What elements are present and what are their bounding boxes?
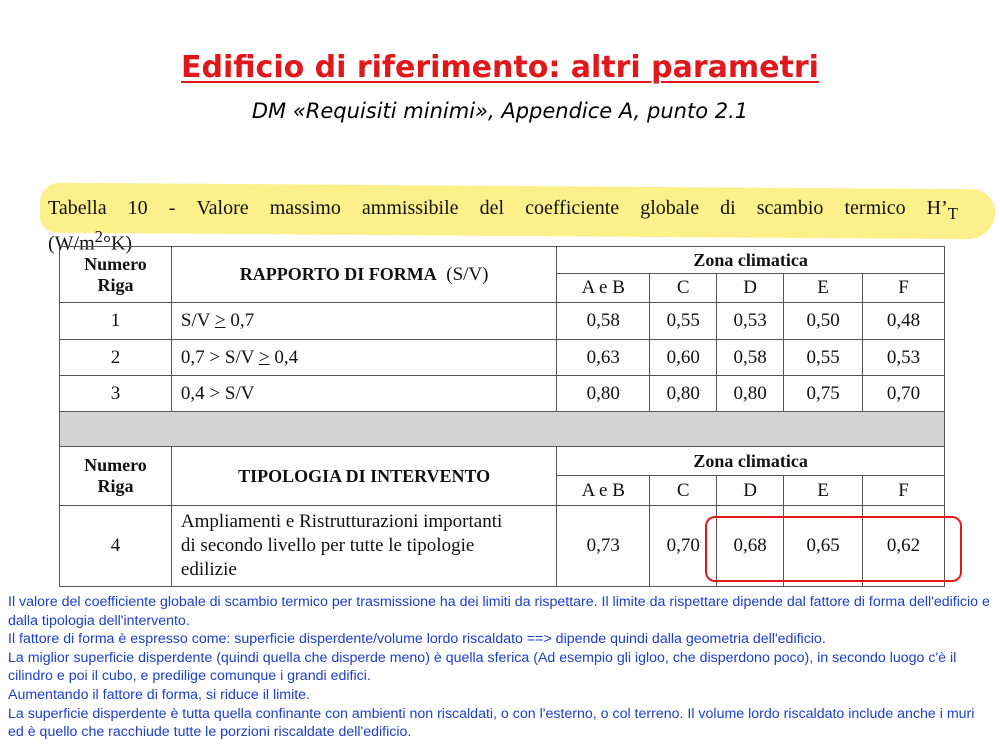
value-cell: 0,58 — [557, 303, 650, 340]
caption-word: globale — [640, 197, 700, 219]
caption-word: 10 — [127, 197, 148, 219]
row-label: Ampliamenti e Ristrutturazioni importanti di secondo livello per tutte le tipologie edilizie — [171, 506, 556, 587]
zone-header: E — [784, 274, 863, 303]
table-row — [60, 303, 945, 340]
zone-header: D — [717, 476, 784, 506]
zone-header: C — [650, 476, 717, 506]
caption-word: termico — [844, 197, 906, 219]
value-cell: 0,70 — [650, 506, 717, 587]
zona-climatica-header: Zona climatica — [557, 247, 945, 274]
zone-header: E — [784, 476, 863, 506]
zona-climatica-header: Zona climatica — [557, 447, 945, 476]
value-cell: 0,75 — [784, 376, 863, 412]
caption-word: - — [168, 197, 176, 219]
zone-header: A e B — [557, 274, 650, 303]
value-cell: 0,55 — [650, 303, 717, 340]
value-cell: 0,62 — [863, 506, 945, 587]
value-cell: 0,50 — [784, 303, 863, 340]
table-row — [60, 340, 945, 376]
note-paragraph: La superficie disperdente è tutta quella confinante con ambienti non riscaldati, o con l'esterno, o col terreno. Il volume lordo riscaldato include anche i muri ed è quello che racchiude tutte le porzioni riscaldate dell'edificio. — [8, 705, 975, 741]
value-cell: 0,53 — [863, 340, 945, 376]
header-row — [60, 247, 945, 274]
num-riga-header: Numero Riga — [60, 247, 172, 303]
caption-unit: $(W/m^2^\circ K)$ — [48, 227, 133, 255]
row-number: 2 — [60, 340, 172, 376]
table-row — [60, 376, 945, 412]
caption-word: Tabella — [48, 197, 107, 219]
zone-header: C — [650, 274, 717, 303]
value-cell: 0,48 — [863, 303, 945, 340]
slide-subtitle: DM «Requisiti minimi», Appendice A, punto 2.1 — [251, 99, 749, 123]
zone-header: D — [717, 274, 784, 303]
row-number: 4 — [60, 506, 172, 587]
caption-line-1 — [48, 197, 958, 225]
value-cell: 0,80 — [650, 376, 717, 412]
value-cell: 0,80 — [557, 376, 650, 412]
value-cell: 0,68 — [717, 506, 784, 587]
highlight-box — [705, 516, 962, 582]
speaker-notes — [8, 593, 992, 742]
row-number: 1 — [60, 303, 172, 340]
row-label: S/V > 0,7 — [171, 303, 556, 340]
row-label: 0,4 > S/V — [171, 376, 556, 412]
zone-header: A e B — [557, 476, 650, 506]
caption-word: scambio — [756, 197, 824, 219]
value-cell: 0,55 — [784, 340, 863, 376]
caption-word: di — [720, 197, 736, 219]
caption-word: coefficiente — [525, 197, 620, 219]
tipologia-header: TIPOLOGIA DI INTERVENTO — [171, 447, 556, 506]
value-cell: 0,63 — [557, 340, 650, 376]
separator-row — [60, 412, 945, 447]
caption-word: del — [479, 197, 505, 219]
separator-cell — [60, 412, 945, 447]
row-label: 0,7 > S/V > 0,4 — [171, 340, 556, 376]
caption-word: massimo — [269, 197, 341, 219]
note-paragraph: Il fattore di forma è espresso come: superficie disperdente/volume lordo riscaldato ==> dipende quindi dalla geometria dell'edificio. — [8, 631, 826, 648]
row-number: 3 — [60, 376, 172, 412]
slide-title: Edificio di riferimento: altri parametri — [181, 50, 819, 85]
zone-header: F — [863, 476, 945, 506]
note-paragraph: Aumentando il fattore di forma, si riduce il limite. — [8, 686, 311, 703]
value-cell: 0,80 — [717, 376, 784, 412]
value-cell: 0,58 — [717, 340, 784, 376]
value-cell: 0,70 — [863, 376, 945, 412]
caption-word: Valore — [196, 197, 249, 219]
value-cell: 0,60 — [650, 340, 717, 376]
note-paragraph: La miglior superficie disperdente (quindi quella che disperde meno) è quella sferica (Ad esempio gli igloo, che disperdono poco), in secondo luogo c'è il cilindro e poi il cubo, e predilige comunque i grandi edifici. — [8, 649, 957, 685]
value-cell: 0,53 — [717, 303, 784, 340]
value-cell: 0,73 — [557, 506, 650, 587]
num-riga-header: Numero Riga — [60, 447, 172, 506]
note-paragraph: Il valore del coefficiente globale di scambio termico per trasmissione ha dei limiti da rispettare. Il limite da rispettare dipende dal fattore di forma dell'edificio e dalla tipologia dell'intervento. — [8, 594, 990, 629]
header-row — [60, 447, 945, 476]
caption-symbol: $H’_T$ — [926, 197, 958, 223]
value-cell: 0,65 — [784, 506, 863, 587]
rapporto-forma-header: RAPPORTO DI FORMA (S/V) — [171, 247, 556, 303]
caption-word: ammissibile — [361, 197, 459, 219]
zone-header: F — [863, 274, 945, 303]
